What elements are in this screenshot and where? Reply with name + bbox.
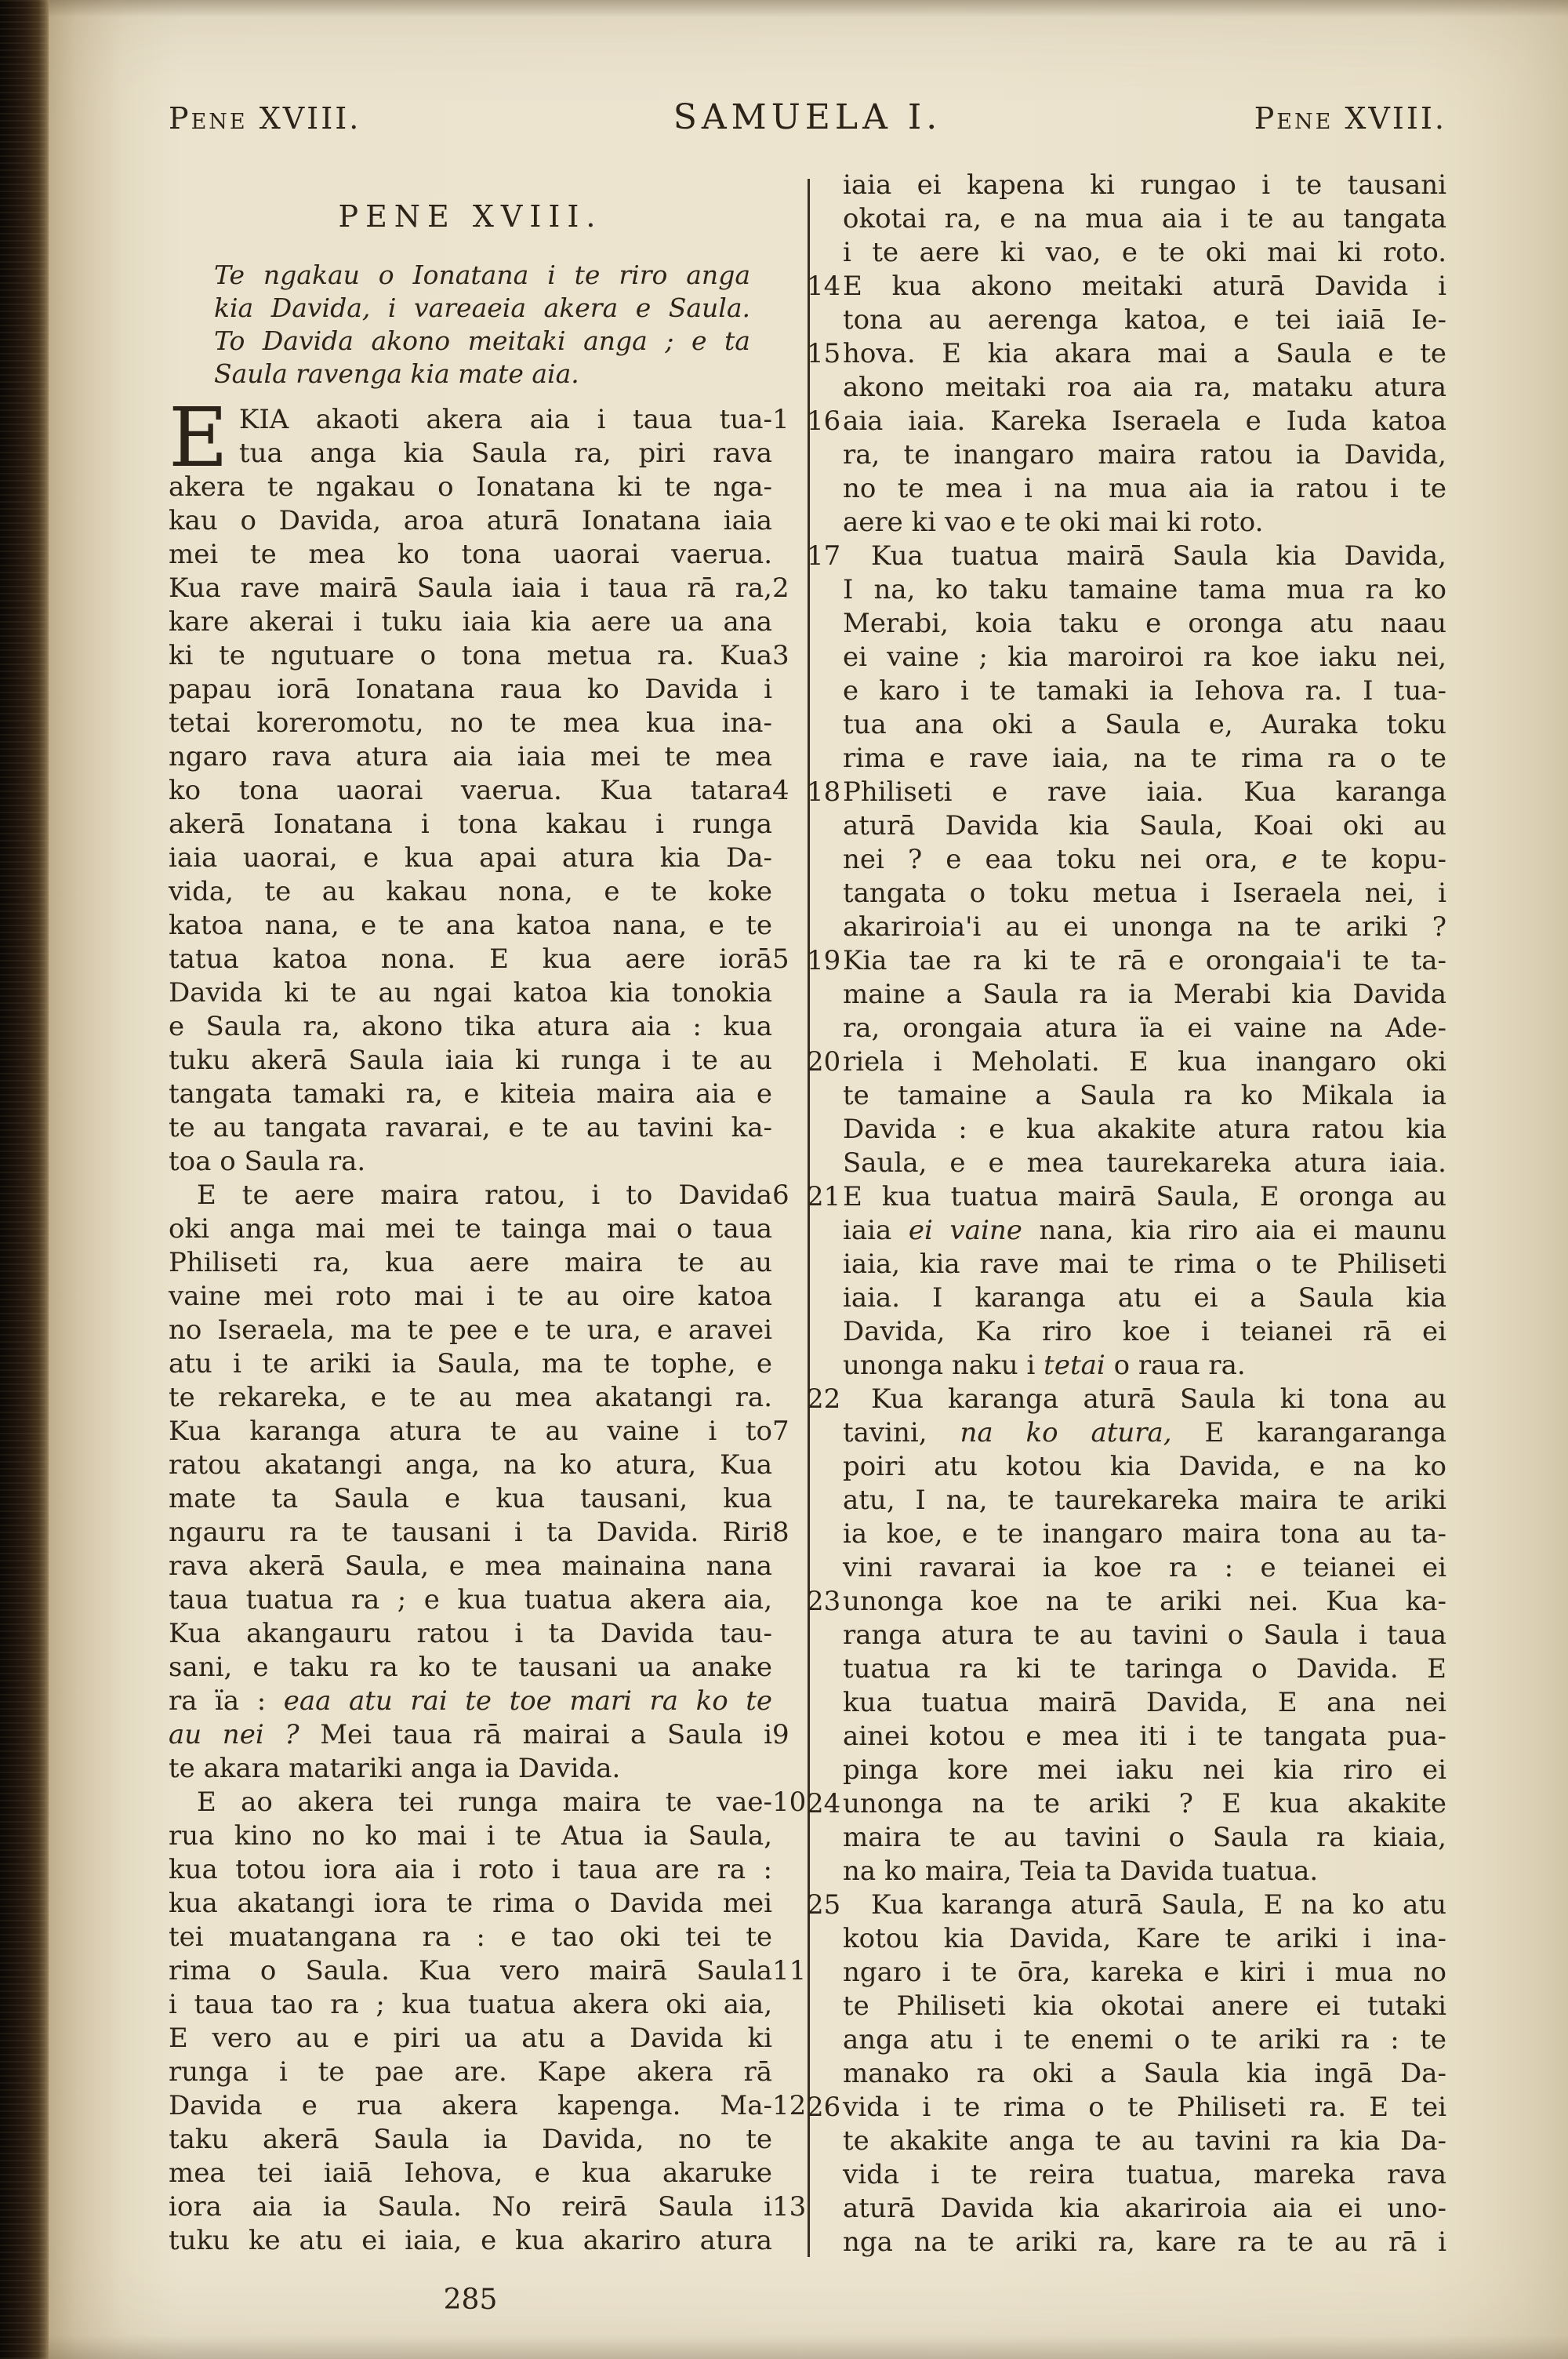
verse-line: rua kino no ko mai i te Atua ia Saula, [169, 1820, 772, 1852]
verse-line: manako ra oki a Saula kia ingā Da- [843, 2058, 1446, 2089]
verse-line: E kua akono meitaki aturā Davida i 14 [807, 271, 1446, 302]
verse-line: tangata tamaki ra, e kiteia maira aia e [169, 1078, 772, 1110]
verse-line: kua akatangi iora te rima o Davida mei [169, 1888, 772, 1919]
verse-line: tavini, na ko atura, E karangaranga [843, 1417, 1446, 1448]
verse-line: mei te mea ko tona uaorai vaerua. [169, 539, 772, 570]
verse-number: 1 [772, 404, 789, 435]
column-divider-rule [808, 179, 810, 2257]
verse-number: 17 [807, 540, 841, 572]
verse-number: 11 [772, 1955, 807, 1986]
verse-line: I na, ko taku tamaine tama mua ra ko [843, 574, 1446, 605]
verse-line: rima e rave iaia, na te rima ra o te [843, 743, 1446, 774]
verse-line: te akara matariki anga ia Davida. [169, 1753, 621, 1784]
verse-line: tua ana oki a Saula e, Auraka toku [843, 709, 1446, 740]
verse-number: 21 [807, 1181, 841, 1212]
verse-line: ngauru ra te tausani i ta Davida. Riri 8 [169, 1516, 772, 1550]
verse-line: ranga atura te au tavini o Saula i taua [843, 1619, 1446, 1651]
verse-line: tuatua ra ki te taringa o Davida. E [843, 1653, 1446, 1685]
chapter-summary [214, 259, 750, 391]
verse-line: taua tuatua ra ; e kua tuatua akera aia, [169, 1584, 772, 1616]
summary-line: To Davida akono meitaki anga ; e ta [214, 325, 750, 356]
verse-line: Kia tae ra ki te rā e orongaia'i te ta- 19 [807, 945, 1446, 976]
verse-line: aere ki vao e te oki mai ki roto. [843, 507, 1264, 538]
verse-line: ia koe, e te inangaro maira tona au ta- [843, 1518, 1446, 1550]
verse-line: tei muatangana ra : e tao oki tei te [169, 1921, 772, 1953]
verse-line: runga i te pae are. Kape akera rā [169, 2056, 772, 2088]
running-head [169, 97, 1446, 137]
verse-number: 9 [772, 1719, 789, 1750]
verse-number: 19 [807, 945, 841, 976]
verse-line: Kua karanga atura te au vaine i to 7 [169, 1415, 772, 1448]
verse-line: unonga na te ariki ? E kua akakite 24 [807, 1788, 1446, 1819]
verse-line: vida i te reira tuatua, mareka rava [843, 2159, 1446, 2190]
verse-number: 15 [807, 338, 841, 369]
verse-number: 18 [807, 776, 841, 808]
verse-line: ra, orongaia atura ïa ei vaine na Ade- [843, 1012, 1446, 1044]
verse-line: nei ? e eaa toku nei ora, e te kopu- [843, 844, 1447, 875]
verse-line: iaia uaorai, e kua apai atura kia Da- [169, 842, 772, 874]
verse-line: tangata o toku metua i Iseraela nei, i [843, 878, 1446, 909]
verse-number: 6 [772, 1180, 789, 1211]
verse-line: tuku ke atu ei iaia, e kua akariro atura [169, 2225, 772, 2256]
verse-line: Davida : e kua akakite atura ratou kia [843, 1114, 1446, 1145]
verse-line: Kua karanga aturā Saula, E na ko atu 25 [807, 1889, 1446, 1921]
verse-line: Philiseti ra, kua aere maira te au [169, 1247, 772, 1278]
verse-line: sani, e taku ra ko te tausani ua anake [169, 1652, 772, 1683]
verse-line: atu i te ariki ia Saula, ma te tophe, e [169, 1348, 772, 1379]
verse-line: ei vaine ; kia maroiroi ra koe iaku nei, [843, 642, 1446, 673]
verse-line: unonga naku i tetai o raua ra. [843, 1350, 1246, 1381]
verse-line: tuku akerā Saula iaia ki runga i te au [169, 1045, 772, 1076]
verse-number: 16 [807, 405, 841, 437]
verse-line: iaia, kia rave mai te rima o te Philiseti [843, 1249, 1446, 1280]
verse-line: taku akerā Saula ia Davida, no te [169, 2124, 772, 2155]
verse-line: ko tona uaorai vaerua. Kua tatara 4 [169, 774, 772, 808]
verse-line: iaia ei vaine nana, kia riro aia ei maunu [843, 1215, 1446, 1246]
verse-number: 23 [807, 1586, 841, 1617]
verse-line: tatua katoa nona. E kua aere iorā 5 [169, 943, 772, 976]
verse-line: ra, te inangaro maira ratou ia Davida, [843, 439, 1446, 471]
verse-line: aturā Davida kia Saula, Koai oki au [843, 810, 1446, 841]
verse-number: 10 [772, 1787, 807, 1818]
verse-line: au nei ? Mei taua rā mairai a Saula i 9 [169, 1718, 772, 1752]
verse-line: iora aia ia Saula. No reirā Saula i 13 [169, 2190, 772, 2224]
verse-line: no te mea i na mua aia ia ratou i te [843, 473, 1446, 504]
verse-number: 7 [772, 1416, 789, 1447]
verse-line: aturā Davida kia akariroia aia ei uno- [843, 2193, 1446, 2224]
verse-line: Saula, e e mea taurekareka atura iaia. [843, 1147, 1446, 1179]
verse-line: kotou kia Davida, Kare te ariki i ina- [843, 1923, 1446, 1954]
verse-line: poiri atu kotou kia Davida, e na ko [843, 1451, 1446, 1482]
verse-line: anga atu i te enemi o te ariki ra : te [843, 2024, 1446, 2055]
verse-number: 12 [772, 2090, 807, 2121]
verse-line: no Iseraela, ma te pee e te ura, e aravei [169, 1314, 772, 1346]
verse-number: 3 [772, 640, 789, 671]
verse-line: maine a Saula ra ia Merabi kia Davida [843, 979, 1446, 1010]
verse-line: te au tangata ravarai, e te au tavini ka- [169, 1112, 772, 1143]
verse-line: aia iaia. Kareka Iseraela e Iuda katoa 16 [807, 405, 1446, 437]
verse-line: vini ravarai ia koe ra : e teianei ei [843, 1552, 1446, 1583]
verse-line: E kua tuatua mairā Saula, E oronga au 21 [807, 1181, 1446, 1212]
verse-line: e karo i te tamaki ia Iehova ra. I tua- [843, 675, 1446, 707]
book-binding [0, 0, 49, 2359]
verse-line: te Philiseti kia okotai anere ei tutaki [843, 1990, 1446, 2022]
verse-line: mea tei iaiā Iehova, e kua akaruke [169, 2157, 772, 2189]
chapter-heading: PENE XVIII. [338, 199, 603, 234]
verse-line: rima o Saula. Kua vero mairā Saula 11 [169, 1954, 772, 1988]
verse-line: ra ïa : eaa atu rai te toe mari ra ko te [169, 1685, 772, 1717]
summary-line: Saula ravenga kia mate aia. [214, 358, 579, 389]
verse-line: E vero au e piri ua atu a Davida ki [169, 2023, 772, 2054]
verse-line: Merabi, koia taku e oronga atu naau [843, 608, 1446, 639]
verse-line: E te aere maira ratou, i to Davida 6 [169, 1179, 772, 1212]
verse-line: mate ta Saula e kua tausani, kua [169, 1483, 772, 1514]
verse-line: i taua tao ra ; kua tuatua akera oki aia, [169, 1989, 772, 2020]
left-column [169, 169, 807, 2258]
verse-line: akono meitaki roa aia ra, mataku atura [843, 372, 1446, 403]
verse-line: Kua akangauru ratou i ta Davida tau- [169, 1618, 772, 1649]
verse-number: 24 [807, 1788, 841, 1819]
verse-line: Davida, Ka riro koe i teianei rā ei [843, 1316, 1446, 1347]
verse-number: 25 [807, 1889, 841, 1921]
verse-line: papau iorā Ionatana raua ko Davida i [169, 674, 772, 705]
verse-line: ainei kotou e mea iti i te tangata pua- [843, 1721, 1446, 1752]
running-head-left: Pene XVIII. [169, 101, 361, 136]
verse-line: unonga koe na te ariki nei. Kua ka- 23 [807, 1586, 1446, 1617]
verse-line: maira te au tavini o Saula ra kiaia, [843, 1822, 1446, 1853]
verse-line: iaia. I karanga atu ei a Saula kia [843, 1282, 1446, 1314]
left-column-text [169, 390, 807, 2258]
verse-number: 26 [807, 2092, 841, 2123]
verse-line: akariroia'i au ei unonga na te ariki ? [843, 911, 1446, 943]
verse-line: Davida ki te au ngai katoa kia tonokia [169, 977, 772, 1009]
verse-line: Kua rave mairā Saula iaia i taua rā ra, 2 [169, 572, 772, 605]
verse-line: EKIA akaoti akera aia i taua tua- 1 [169, 403, 772, 437]
verse-line: tetai koreromotu, no te mea kua ina- [169, 707, 772, 739]
verse-line: kau o Davida, aroa aturā Ionatana iaia [169, 505, 772, 536]
verse-line: rava akerā Saula, e mea mainaina nana [169, 1550, 772, 1582]
verse-line: atu, I na, te taurekareka maira te ariki [843, 1485, 1446, 1516]
verse-line: ngaro rava atura aia iaia mei te mea [169, 741, 772, 772]
verse-line: vida i te rima o te Philiseti ra. E tei 26 [807, 2092, 1446, 2123]
verse-number: 22 [807, 1383, 841, 1415]
verse-line: ratou akatangi anga, na ko atura, Kua [169, 1449, 772, 1481]
verse-line: kua tuatua mairā Davida, E ana nei [843, 1687, 1446, 1718]
verse-line: akerā Ionatana i tona kakau i runga [169, 809, 772, 840]
verse-line: E ao akera tei runga maira te vae- 10 [169, 1786, 772, 1819]
verse-line: tua anga kia Saula ra, piri rava [238, 438, 772, 469]
verse-line: oki anga mai mei te tainga mai o taua [169, 1213, 772, 1245]
verse-number: 8 [772, 1517, 789, 1548]
verse-line: vida, te au kakau nona, e te koke [169, 876, 772, 907]
verse-line: katoa nana, e te ana katoa nana, e te [169, 910, 772, 941]
verse-line: te tamaine a Saula ra ko Mikala ia [843, 1080, 1446, 1111]
verse-number: 13 [772, 2191, 807, 2223]
verse-line: tona au aerenga katoa, e tei iaiā Ie- [843, 304, 1446, 336]
verse-line: nga na te ariki ra, kare ra te au rā i [843, 2226, 1446, 2258]
verse-line: ngaro i te ōra, kareka e kiri i mua no [843, 1957, 1446, 1988]
verse-line: ki te ngutuare o tona metua ra. Kua 3 [169, 639, 772, 673]
right-column-text [807, 169, 1447, 2259]
verse-line: te akakite anga te au tavini ra kia Da- [843, 2125, 1446, 2157]
verse-line: okotai ra, e na mua aia i te au tangata [843, 203, 1446, 234]
verse-line: riela i Meholati. E kua inangaro oki 20 [807, 1046, 1446, 1078]
verse-line: e Saula ra, akono tika atura aia : kua [169, 1011, 772, 1042]
summary-line: Te ngakau o Ionatana i te riro anga [214, 260, 750, 290]
verse-line: pinga kore mei iaku nei kia riro ei [843, 1754, 1446, 1786]
verse-line: Philiseti e rave iaia. Kua karanga 18 [807, 776, 1446, 808]
verse-line: i te aere ki vao, e te oki mai ki roto. [843, 237, 1446, 268]
verse-number: 2 [772, 572, 789, 604]
verse-line: Kua karanga aturā Saula ki tona au 22 [807, 1383, 1446, 1415]
verse-number: 4 [772, 775, 789, 806]
summary-line: kia Davida, i vareaeia akera e Saula. [214, 293, 750, 323]
verse-line: kua totou iora aia i roto i taua are ra : [169, 1854, 772, 1885]
verse-line: te rekareka, e te au mea akatangi ra. [169, 1382, 772, 1413]
drop-cap-initial: E [169, 390, 228, 485]
verse-line: iaia ei kapena ki rungao i te tausani [843, 169, 1446, 201]
right-column [807, 169, 1447, 2259]
running-head-title: SAMUELA I. [673, 97, 942, 137]
verse-line: hova. E kia akara mai a Saula e te 15 [807, 338, 1446, 369]
verse-number: 5 [772, 943, 789, 975]
running-head-right: Pene XVIII. [1254, 101, 1446, 136]
verse-number: 14 [807, 271, 841, 302]
verse-line: vaine mei roto mai i te au oire katoa [169, 1281, 772, 1312]
verse-line: akera te ngakau o Ionatana ki te nga- [169, 471, 772, 503]
verse-number: 20 [807, 1046, 841, 1078]
verse-line: kare akerai i tuku iaia kia aere ua ana [169, 606, 772, 638]
verse-line: toa o Saula ra. [169, 1146, 366, 1177]
verse-line: Kua tuatua mairā Saula kia Davida, 17 [807, 540, 1446, 572]
page-number: 285 [443, 2284, 498, 2316]
book-page [49, 0, 1568, 2359]
verse-line: na ko maira, Teia ta Davida tuatua. [843, 1856, 1319, 1887]
verse-line: Davida e rua akera kapenga. Ma- 12 [169, 2089, 772, 2123]
